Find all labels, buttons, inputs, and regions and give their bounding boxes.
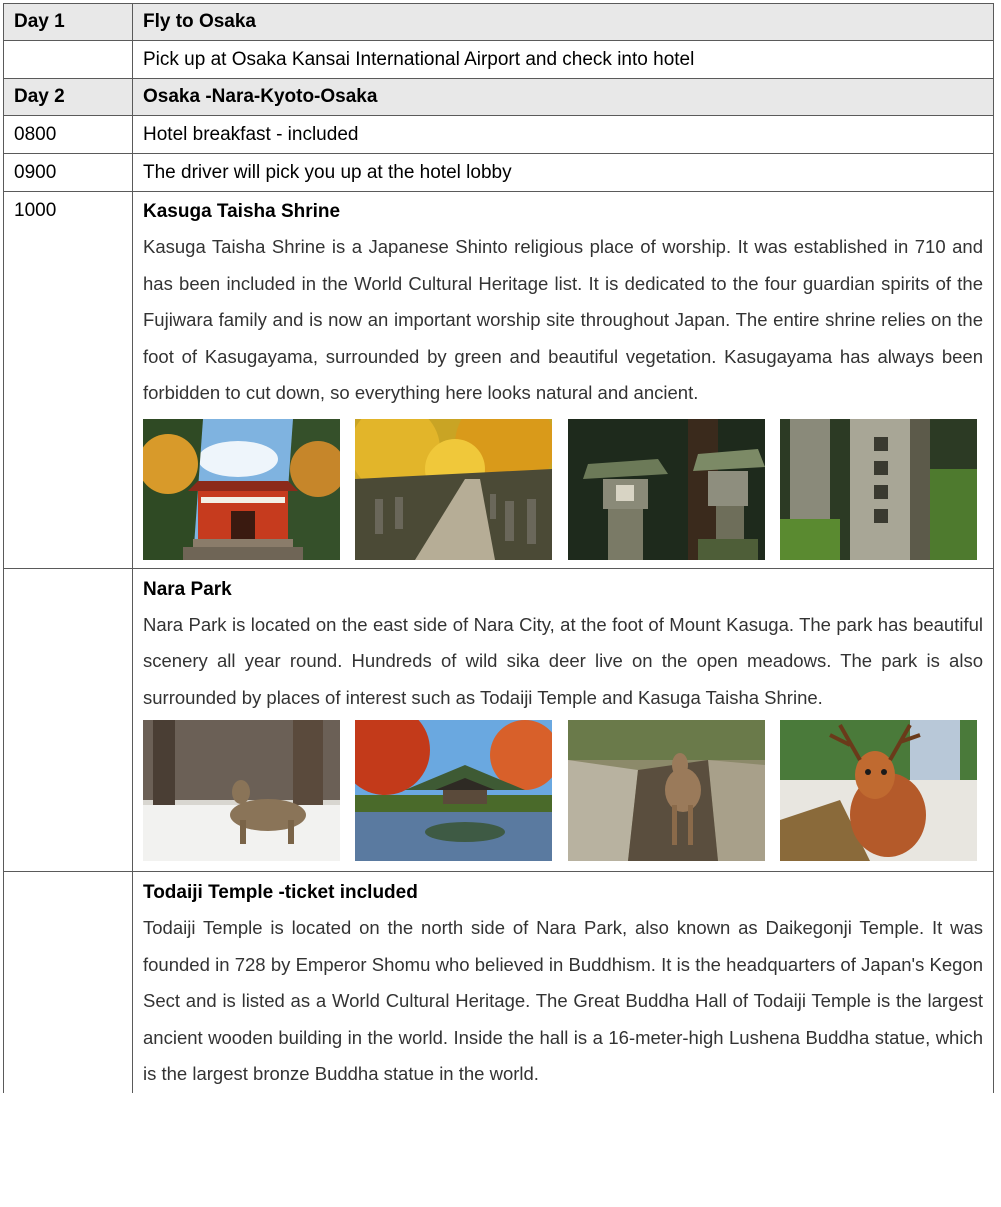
mossy-stone-lantern-photo	[780, 419, 977, 560]
schedule-time: 0900	[4, 154, 133, 192]
deer-in-snow-photo	[143, 720, 340, 861]
attraction-title: Nara Park	[143, 578, 232, 600]
stone-lanterns-photo	[568, 419, 765, 560]
attraction-row-todaiji	[4, 872, 994, 1093]
attraction-title: Kasuga Taisha Shrine	[143, 201, 341, 222]
photo-strip	[143, 720, 977, 861]
attraction-description: Todaiji Temple is located on the north side of Nara Park, also known as Daikegonji Temple. It was founded in 728 by Emperor Shomu who believed in Buddhism. It is the headquarters of Japan's Kegon Sect and is listed as a World Cultural Heritage. The Great Buddha Hall of Todaiji Temple is the largest ancient wooden building in the world. Inside the hall is a 16-meter-high Lushena Buddha statue, which is the largest bronze Buddha statue in the world.	[143, 917, 983, 1084]
red-shrine-gate-photo	[143, 419, 340, 560]
itinerary-table	[3, 3, 994, 1093]
attraction-description: Nara Park is located on the east side of Nara City, at the foot of Mount Kasuga. The park has beautiful scenery all year round. Hundreds of wild sika deer live on the open meadows. The park is also surrounded by places of interest such as Todaiji Temple and Kasuga Taisha Shrine.	[143, 613, 983, 708]
autumn-pond-pavilion-photo	[355, 720, 552, 861]
attraction-cell	[133, 872, 994, 1093]
schedule-row	[4, 116, 994, 154]
day2-header-row	[4, 79, 994, 116]
attraction-row-kasuga	[4, 192, 994, 569]
schedule-text: The driver will pick you up at the hotel lobby	[133, 154, 994, 192]
deer-with-antlers-photo	[780, 720, 977, 861]
deer-by-stream-photo	[568, 720, 765, 861]
attraction-time	[4, 568, 133, 872]
photo-strip	[143, 419, 977, 560]
schedule-time: 0800	[4, 116, 133, 154]
attraction-time	[4, 872, 133, 1093]
attraction-cell	[133, 568, 994, 872]
day1-note: Pick up at Osaka Kansai International Airport and check into hotel	[133, 41, 994, 79]
day2-label: Day 2	[4, 79, 133, 116]
attraction-cell	[133, 192, 994, 569]
day2-title: Osaka -Nara-Kyoto-Osaka	[133, 79, 994, 116]
day1-note-row	[4, 41, 994, 79]
attraction-description: Kasuga Taisha Shrine is a Japanese Shinto religious place of worship. It was established in 710 and has been included in the World Cultural Heritage list. It is dedicated to the four guardian spirits of the Fujiwara family and is now an important worship site throughout Japan. The entire shrine relies on the foot of Kasugayama, surrounded by green and beautiful vegetation. Kasugayama has always been forbidden to cut down, so everything here looks natural and ancient.	[143, 236, 983, 403]
attraction-row-nara-park	[4, 568, 994, 872]
day1-note-time	[4, 41, 133, 79]
attraction-title: Todaiji Temple -ticket included	[143, 882, 418, 903]
day1-label: Day 1	[4, 4, 133, 41]
autumn-lantern-path-photo	[355, 419, 552, 560]
day1-title: Fly to Osaka	[133, 4, 994, 41]
schedule-row	[4, 154, 994, 192]
day1-header-row	[4, 4, 994, 41]
attraction-time: 1000	[4, 192, 133, 569]
schedule-text: Hotel breakfast - included	[133, 116, 994, 154]
